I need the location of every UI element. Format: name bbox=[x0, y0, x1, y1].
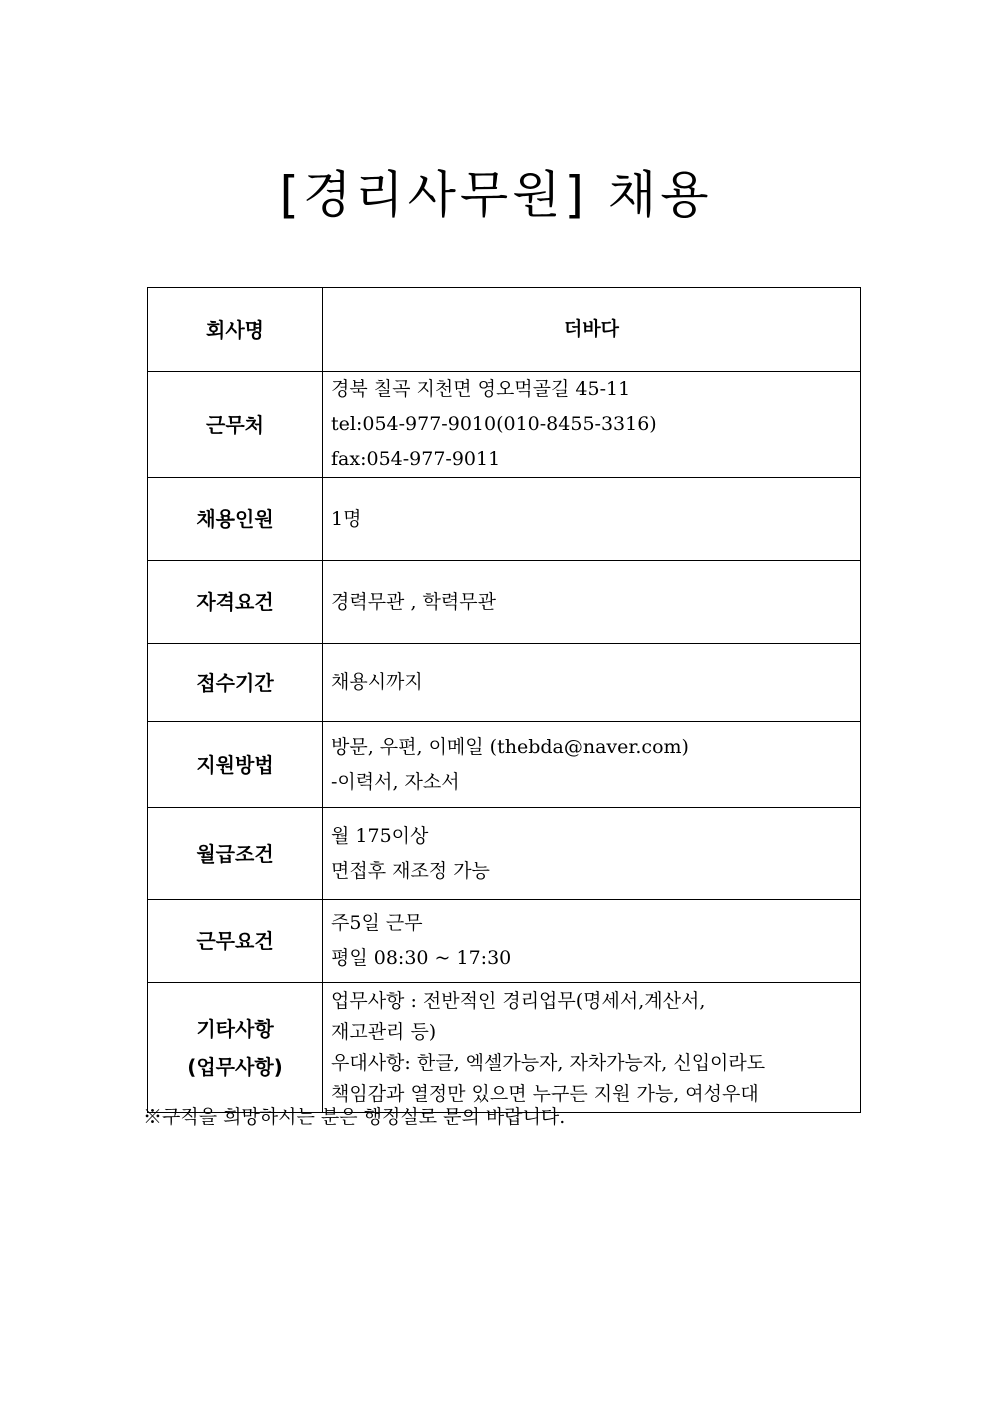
value-company: 더바다 bbox=[323, 288, 861, 372]
table-row-qualifications bbox=[148, 561, 861, 644]
salary-amount: 월 175이상 bbox=[331, 824, 429, 847]
label-application: 지원방법 bbox=[148, 722, 323, 808]
table-row-workplace bbox=[148, 372, 861, 478]
table-row-period bbox=[148, 644, 861, 722]
period-text: 채용시까지 bbox=[331, 671, 423, 693]
other-preference-line2: 책임감과 열정만 있으면 누구든 지원 가능, 여성우대 bbox=[331, 1082, 759, 1105]
table-row-other bbox=[148, 983, 861, 1113]
headcount-text: 1명 bbox=[331, 507, 362, 530]
value-period bbox=[323, 644, 861, 722]
table-row-salary bbox=[148, 808, 861, 900]
qualifications-text: 경력무관 , 학력무관 bbox=[331, 590, 496, 613]
label-conditions: 근무요건 bbox=[148, 900, 323, 983]
recruitment-table bbox=[147, 287, 861, 1113]
value-other bbox=[323, 983, 861, 1113]
conditions-days: 주5일 근무 bbox=[331, 912, 423, 934]
label-other-line1: 기타사항 bbox=[196, 1016, 274, 1041]
table-row-company bbox=[148, 288, 861, 372]
label-headcount: 채용인원 bbox=[148, 478, 323, 561]
workplace-fax: fax:054-977-9011 bbox=[331, 448, 501, 470]
other-duties-line1: 업무사항 : 전반적인 경리업무(명세서,계산서, bbox=[331, 989, 706, 1012]
table-row-application bbox=[148, 722, 861, 808]
workplace-tel: tel:054-977-9010(010-8455-3316) bbox=[331, 413, 657, 435]
value-workplace bbox=[323, 372, 861, 478]
application-documents: -이력서, 자소서 bbox=[331, 770, 460, 793]
value-headcount bbox=[323, 478, 861, 561]
table-row-headcount bbox=[148, 478, 861, 561]
page-title: [경리사무원] 채용 bbox=[279, 166, 713, 224]
table-row-conditions bbox=[148, 900, 861, 983]
value-conditions bbox=[323, 900, 861, 983]
other-preference-line1: 우대사항: 한글, 엑셀가능자, 자차가능자, 신입이라도 bbox=[331, 1051, 766, 1074]
salary-note: 면접후 재조정 가능 bbox=[331, 859, 490, 882]
value-salary bbox=[323, 808, 861, 900]
label-qualifications: 자격요건 bbox=[148, 561, 323, 644]
value-qualifications bbox=[323, 561, 861, 644]
label-salary: 월급조건 bbox=[148, 808, 323, 900]
value-application bbox=[323, 722, 861, 808]
label-other-line2: (업무사항) bbox=[187, 1054, 283, 1079]
application-method: 방문, 우편, 이메일 (thebda@naver.com) bbox=[331, 735, 689, 758]
label-period: 접수기간 bbox=[148, 644, 323, 722]
label-other bbox=[148, 983, 323, 1113]
workplace-address: 경북 칠곡 지천면 영오먹골길 45-11 bbox=[331, 378, 631, 400]
label-workplace: 근무처 bbox=[148, 372, 323, 478]
other-duties-line2: 재고관리 등) bbox=[331, 1020, 437, 1043]
label-company: 회사명 bbox=[148, 288, 323, 372]
conditions-hours: 평일 08:30 ~ 17:30 bbox=[331, 947, 512, 969]
footnote: ※구직을 희망하시는 분은 행정실로 문의 바랍니다. bbox=[143, 1106, 566, 1128]
